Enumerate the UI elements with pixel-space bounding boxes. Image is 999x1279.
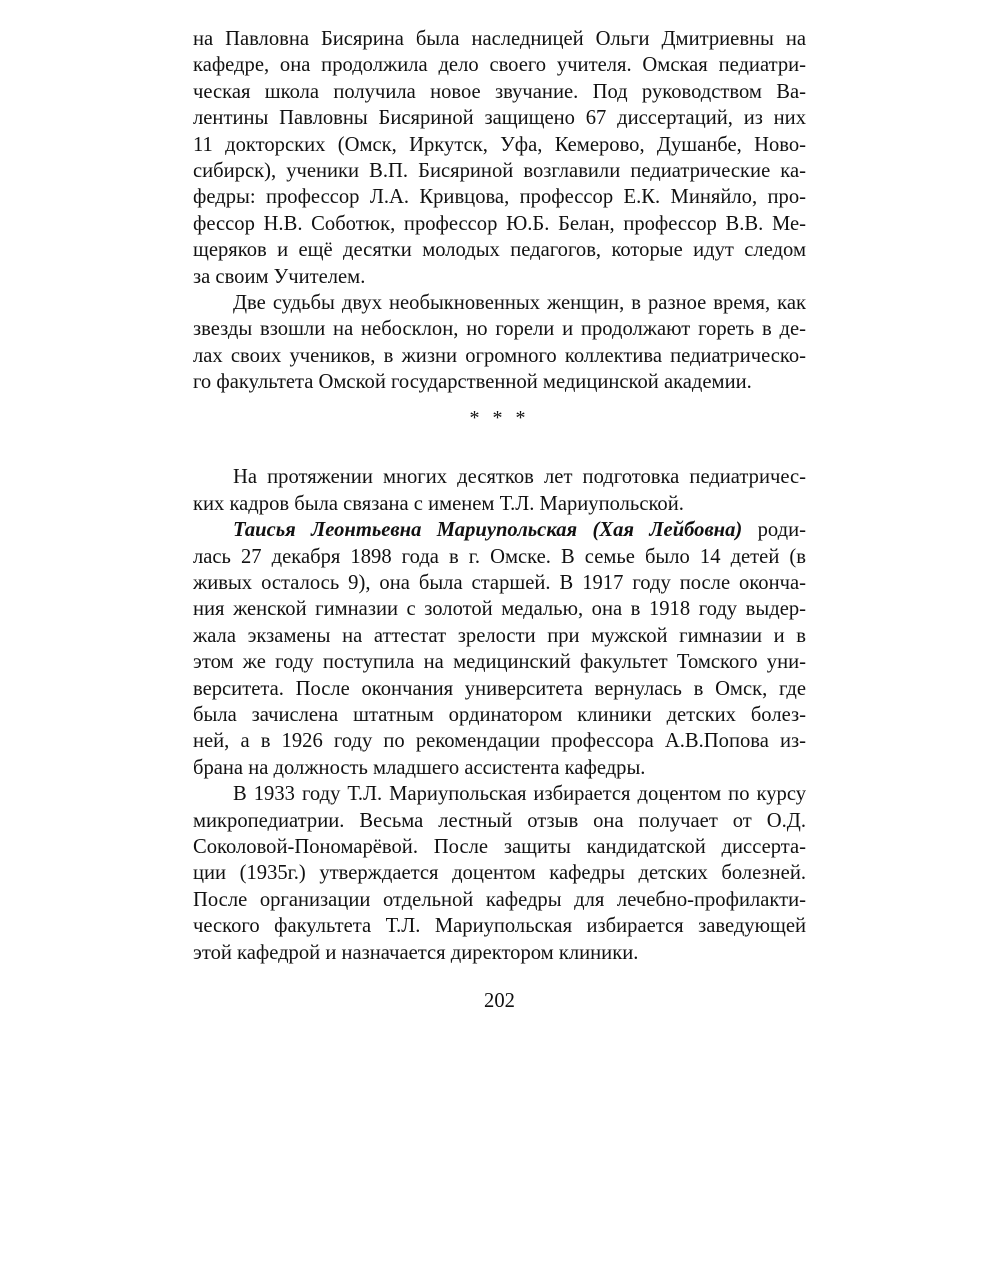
text-line: на Павловна Бисярина была наследницей Ольги Дмитриевны на: [193, 28, 806, 50]
text-line: ческая школа получила новое звучание. Под руководством Ва-: [193, 80, 806, 103]
text-line: На протяжении многих десятков лет подготовка педиатричес-: [233, 466, 806, 489]
text-line: этой кафедрой и назначается директором клиники.: [193, 941, 639, 964]
text-fragment: роди-: [742, 519, 806, 542]
text-line: Соколовой-Пономарёвой. После защиты кандидатской диссерта-: [193, 835, 806, 858]
text-line: ческого факультета Т.Л. Мариупольская избирается заведующей: [193, 915, 806, 938]
paragraph-1: [193, 26, 806, 290]
text-line: кафедре, она продолжила дело своего учителя. Омская педиатри-: [193, 54, 806, 77]
paragraph-3: [193, 464, 806, 517]
person-name-emphasis: Таисья Леонтьевна Мариупольская (Хая Лейбовна): [233, 519, 743, 542]
text-line: за своим Учителем.: [193, 265, 366, 288]
text-line: Две судьбы двух необыкновенных женщин, в разное время, как: [233, 291, 806, 314]
text-line: лась 27 декабря 1898 года в г. Омске. В семье было 14 детей (в: [193, 545, 806, 568]
text-line: После организации отдельной кафедры для лечебно-профилакти-: [193, 888, 806, 911]
text-line: фессор Н.В. Соботюк, профессор Ю.Б. Белан, профессор В.В. Ме-: [193, 212, 806, 235]
paragraph-5: [193, 781, 806, 966]
text-line: го факультета Омской государственной медицинской академии.: [193, 371, 752, 394]
text-line: 11 докторских (Омск, Иркутск, Уфа, Кемерово, Душанбе, Ново-: [193, 133, 806, 156]
paragraph-2: [193, 290, 806, 396]
paragraph-4: [193, 517, 806, 781]
text-line: ней, а в 1926 году по рекомендации профессора А.В.Попова из-: [193, 730, 806, 753]
text-line: ния женской гимназии с золотой медалью, она в 1918 году выдер-: [193, 598, 806, 621]
text-line: брана на должность младшего ассистента кафедры.: [193, 756, 646, 779]
text-line: [193, 517, 806, 543]
section-separator: * * *: [469, 407, 530, 430]
page-number: 202: [484, 990, 515, 1012]
text-line: ких кадров была связана с именем Т.Л. Мариупольской.: [193, 492, 684, 515]
page-body: [193, 26, 806, 966]
text-line: лентины Павловны Бисяриной защищено 67 диссертаций, из них: [193, 107, 806, 130]
section-gap: [193, 431, 806, 464]
text-line: лах своих учеников, в жизни огромного коллектива педиатрическо-: [193, 344, 806, 367]
text-line: ции (1935г.) утверждается доцентом кафедры детских болезней.: [193, 862, 806, 885]
text-line: была зачислена штатным ординатором клиники детских болез-: [193, 703, 806, 726]
text-line: щеряков и ещё десятки молодых педагогов, которые идут следом: [193, 239, 806, 262]
text-line: сибирск), ученики В.П. Бисяриной возглавили педиатрические ка-: [193, 159, 806, 182]
text-line: микропедиатрии. Весьма лестный отзыв она получает от О.Д.: [193, 809, 806, 832]
text-line: этом же году поступила на медицинский факультет Томского уни-: [193, 651, 806, 674]
text-line: звезды взошли на небосклон, но горели и продолжают гореть в де-: [193, 318, 806, 341]
text-line: жала экзамены на аттестат зрелости при мужской гимназии и в: [193, 624, 806, 647]
text-line: В 1933 году Т.Л. Мариупольская избирается доцентом по курсу: [233, 783, 806, 806]
text-line: федры: профессор Л.А. Кривцова, профессор Е.К. Миняйло, про-: [193, 186, 806, 209]
text-line: верситета. После окончания университета вернулась в Омск, где: [193, 677, 806, 700]
text-line: живых осталось 9), она была старшей. В 1917 году после оконча-: [193, 572, 806, 595]
